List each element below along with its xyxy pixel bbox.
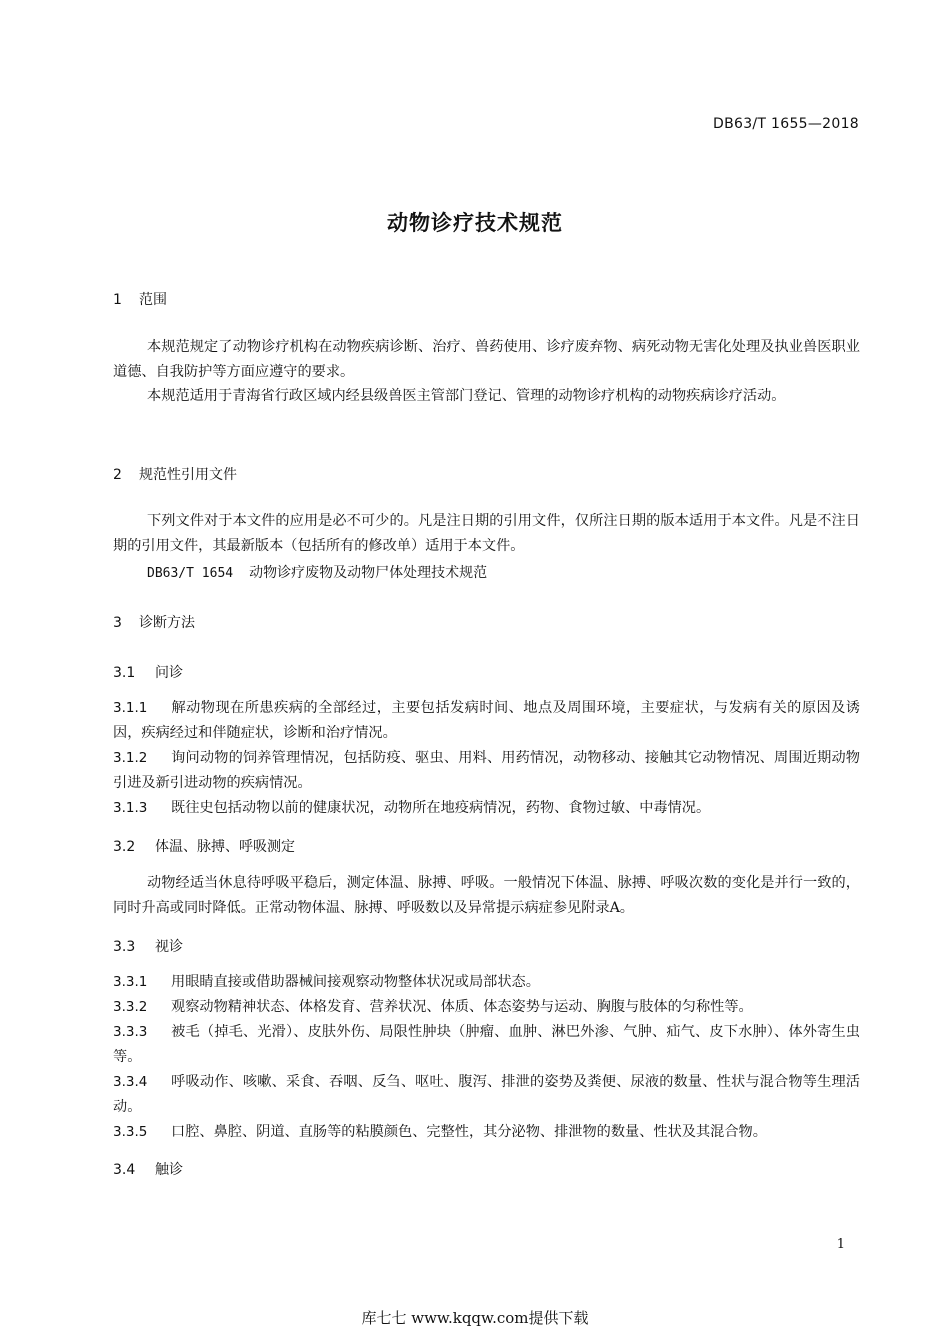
subsection-3-3-heading (113, 936, 183, 956)
reference-code: DB63/T 1654 (147, 566, 234, 581)
clause-number: 3.3.2 (113, 999, 148, 1015)
section-2-paragraph-1: 下列文件对于本文件的应用是必不可少的。凡是注日期的引用文件，仅所注日期的版本适用于本文件。凡是不注日期的引用文件，其最新版本（包括所有的修改单）适用于本文件。 (113, 513, 860, 554)
clause-text: 询问动物的饲养管理情况，包括防疫、驱虫、用料、用药情况，动物移动、接触其它动物情况、周围近期动物引进及新引进动物的疾病情况。 (113, 750, 860, 791)
clause-text: 观察动物精神状态、体格发育、营养状况、体质、体态姿势与运动、胸腹与肢体的匀称性等。 (171, 999, 753, 1015)
section-title: 诊断方法 (139, 615, 195, 631)
subsection-3-2-heading (113, 836, 295, 856)
subsection-3-4-heading (113, 1159, 183, 1179)
clause-text: 既往史包括动物以前的健康状况，动物所在地疫病情况，药物、食物过敏、中毒情况。 (171, 800, 711, 816)
subsection-3-2-paragraph: 动物经适当休息待呼吸平稳后，测定体温、脉搏、呼吸。一般情况下体温、脉搏、呼吸次数的变化是并行一致的，同时升高或同时降低。正常动物体温、脉搏、呼吸数以及异常提示病症参见附录A。 (113, 875, 860, 916)
section-1-paragraph-1: 本规范规定了动物诊疗机构在动物疾病诊断、治疗、兽药使用、诊疗废弃物、病死动物无害化处理及执业兽医职业道德、自我防护等方面应遵守的要求。 (113, 339, 860, 380)
clause-number: 3.1.1 (113, 700, 148, 716)
clause-number: 3.3.5 (113, 1124, 148, 1140)
standard-code: DB63/T 1655—2018 (713, 116, 859, 132)
clause-text: 呼吸动作、咳嗽、采食、吞咽、反刍、呕吐、腹泻、排泄的姿势及粪便、尿液的数量、性状与混合物等生理活动。 (113, 1074, 860, 1115)
clause-3-3-1 (113, 970, 860, 995)
section-2-heading (113, 464, 237, 484)
page-number: 1 (836, 1237, 845, 1252)
reference-title: 动物诊疗废物及动物尸体处理技术规范 (249, 565, 488, 581)
clause-number: 3.3.1 (113, 974, 148, 990)
clause-number: 3.3.4 (113, 1074, 148, 1090)
clause-text: 被毛（掉毛、光滑）、皮肤外伤、局限性肿块（肿瘤、血肿、淋巴外渗、气肿、疝气、皮下水肿）、体外寄生虫等。 (113, 1024, 860, 1065)
section-number: 3 (113, 615, 122, 631)
clause-3-1-1 (113, 696, 860, 746)
clause-number: 3.1.2 (113, 750, 148, 766)
section-title: 范围 (139, 292, 167, 308)
section-title: 规范性引用文件 (139, 467, 237, 483)
document-title: 动物诊疗技术规范 (387, 211, 563, 235)
download-footer: 库七七 www.kqqw.com提供下载 (361, 1309, 589, 1327)
section-1-paragraph-2: 本规范适用于青海省行政区域内经县级兽医主管部门登记、管理的动物诊疗机构的动物疾病诊疗活动。 (147, 388, 786, 404)
section-1-heading (113, 289, 167, 309)
subsection-title: 触诊 (155, 1162, 183, 1178)
clause-text: 解动物现在所患疾病的全部经过，主要包括发病时间、地点及周围环境，主要症状，与发病有关的原因及诱因，疾病经过和伴随症状，诊断和治疗情况。 (113, 700, 860, 741)
subsection-3-1-heading (113, 662, 183, 682)
clause-3-1-2 (113, 746, 860, 796)
section-number: 1 (113, 292, 122, 308)
subsection-number: 3.3 (113, 939, 136, 955)
subsection-number: 3.2 (113, 839, 136, 855)
subsection-title: 视诊 (155, 939, 183, 955)
clause-text: 用眼睛直接或借助器械间接观察动物整体状况或局部状态。 (171, 974, 540, 990)
section-3-heading (113, 612, 195, 632)
section-number: 2 (113, 467, 122, 483)
subsection-title: 问诊 (155, 665, 183, 681)
clause-text: 口腔、鼻腔、阴道、直肠等的粘膜颜色、完整性，其分泌物、排泄物的数量、性状及其混合物。 (171, 1124, 767, 1140)
clause-3-3-2 (113, 995, 860, 1020)
subsection-title: 体温、脉搏、呼吸测定 (155, 839, 295, 855)
clause-number: 3.3.3 (113, 1024, 148, 1040)
subsection-number: 3.1 (113, 665, 136, 681)
subsection-number: 3.4 (113, 1162, 136, 1178)
clause-3-1-3 (113, 796, 860, 821)
normative-reference (147, 562, 487, 582)
clause-3-3-3 (113, 1020, 860, 1070)
clause-number: 3.1.3 (113, 800, 148, 816)
clause-3-3-4 (113, 1070, 860, 1120)
clause-3-3-5 (113, 1120, 860, 1145)
